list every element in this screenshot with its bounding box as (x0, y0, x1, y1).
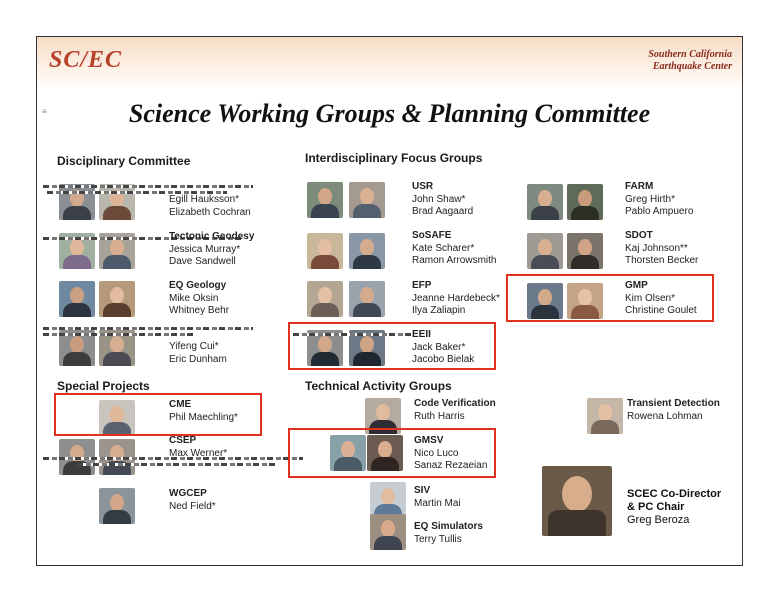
member-name: Jessica Murray* (169, 243, 241, 255)
group-name: CSEP (169, 435, 197, 446)
member-photo (370, 514, 406, 550)
group-name: EQ Simulators (414, 521, 483, 532)
member-name: Dave Sandwell (169, 256, 236, 267)
member-name: Martin Mai (414, 497, 461, 509)
group-usr (412, 181, 473, 219)
group-name: EQ Geology (169, 280, 227, 291)
member-name: Rowena Lohman (627, 410, 703, 422)
section-technical: Technical Activity Groups (305, 379, 452, 393)
header-band (37, 37, 742, 89)
member-name: Nico Luco (414, 447, 459, 459)
member-name: Eric Dunham (169, 353, 227, 365)
member-photo (307, 281, 343, 317)
group-name: Code Verification (414, 398, 496, 409)
member-name: Jacobo Bielak (412, 354, 475, 365)
group-farm (625, 181, 693, 219)
member-name: Ruth Harris (414, 410, 465, 422)
group-name: WGCEP (169, 488, 207, 499)
group-efp (412, 280, 500, 318)
group-name: EFP (412, 280, 432, 291)
group-csep (169, 435, 227, 460)
group-name: FARM (625, 181, 654, 192)
highlight-box-gmp (506, 274, 714, 322)
group-siv (414, 485, 461, 510)
scan-artifact (77, 463, 277, 466)
member-name: Jeanne Hardebeck* (412, 292, 500, 304)
group-name: USR (412, 181, 434, 192)
member-photo (59, 184, 95, 220)
member-photo (99, 281, 135, 317)
member-name: Pablo Ampuero (625, 206, 694, 217)
margin-mark: ≡ (42, 107, 47, 116)
member-name: Kate Scharer* (412, 242, 475, 254)
member-photo (527, 233, 563, 269)
member-name: Ilya Zaliapin (412, 305, 466, 316)
co-director (627, 488, 721, 527)
group-eq-geology (169, 280, 229, 318)
member-name: Terry Tullis (414, 533, 462, 545)
member-photo (349, 182, 385, 218)
scan-artifact (43, 333, 193, 336)
member-name: Sanaz Rezaeian (414, 460, 488, 471)
highlight-box-cme (54, 393, 262, 436)
scan-artifact (43, 327, 253, 330)
group-name: SoSAFE (412, 230, 452, 241)
section-interdisciplinary: Interdisciplinary Focus Groups (305, 151, 483, 165)
scec-logo: SC/EC (49, 47, 123, 73)
member-name: Ramon Arrowsmith (412, 255, 497, 266)
group-eq-simulators (414, 521, 483, 546)
group-computational-science (169, 341, 227, 366)
member-name: Thorsten Becker (625, 255, 699, 266)
member-name: Max Werner* (169, 447, 228, 459)
director-name: Greg Beroza (627, 514, 690, 526)
group-name: GMSV (414, 435, 444, 446)
member-name: Jack Baker* (412, 341, 466, 353)
director-photo (542, 466, 612, 536)
section-disciplinary: Disciplinary Committee (57, 154, 191, 168)
group-name: Tectonic Geodesy (169, 231, 255, 242)
group-code-verification (414, 398, 496, 423)
group-seismology (169, 194, 251, 219)
member-name: Elizabeth Cochran (169, 206, 251, 218)
group-name: CME (169, 399, 192, 410)
group-transient-detection (627, 398, 720, 423)
member-photo (349, 233, 385, 269)
group-sosafe (412, 230, 496, 268)
group-sdot (625, 230, 698, 268)
member-photo (307, 182, 343, 218)
member-name: Christine Goulet (625, 305, 697, 316)
org-line-2: Earthquake Center (652, 61, 732, 72)
member-name: Egill Hauksson* (169, 194, 240, 205)
member-photo (99, 184, 135, 220)
group-wgcep (169, 488, 216, 513)
member-name: Brad Aagaard (412, 206, 474, 217)
member-photo (587, 398, 623, 434)
section-special: Special Projects (57, 379, 150, 393)
member-photo (59, 281, 95, 317)
member-name: Whitney Behr (169, 305, 230, 316)
group-name: GMP (625, 280, 648, 291)
scan-artifact (43, 185, 253, 188)
highlight-box-gmsv (288, 428, 496, 478)
member-photo (567, 184, 603, 220)
highlight-box-eeii (288, 322, 496, 370)
member-name: John Shaw* (412, 193, 466, 205)
group-name: EEII (412, 329, 431, 340)
member-photo (349, 281, 385, 317)
slide-title: Science Working Groups & Planning Committee (128, 99, 651, 128)
member-photo (370, 482, 406, 518)
group-name: SDOT (625, 230, 653, 241)
group-name: Transient Detection (627, 398, 720, 409)
member-name: Yifeng Cui* (169, 341, 219, 352)
org-name (648, 49, 732, 73)
member-photo (527, 184, 563, 220)
member-name: Phil Maechling* (169, 411, 238, 423)
member-name: Kaj Johnson** (625, 242, 688, 254)
member-name: Kim Olsen* (625, 292, 676, 304)
group-name: SIV (414, 485, 431, 496)
member-name: Ned Field* (169, 500, 216, 512)
member-name: Greg Hirth* (625, 193, 676, 205)
member-photo (99, 488, 135, 524)
org-line-1: Southern California (648, 49, 732, 60)
member-photo (567, 233, 603, 269)
member-name: Mike Oksin (169, 292, 219, 304)
member-photo (307, 233, 343, 269)
director-role: SCEC Co-Director (627, 488, 722, 500)
slide (36, 36, 743, 566)
group-tectonic-geodesy (169, 231, 254, 269)
director-role: & PC Chair (627, 501, 685, 513)
